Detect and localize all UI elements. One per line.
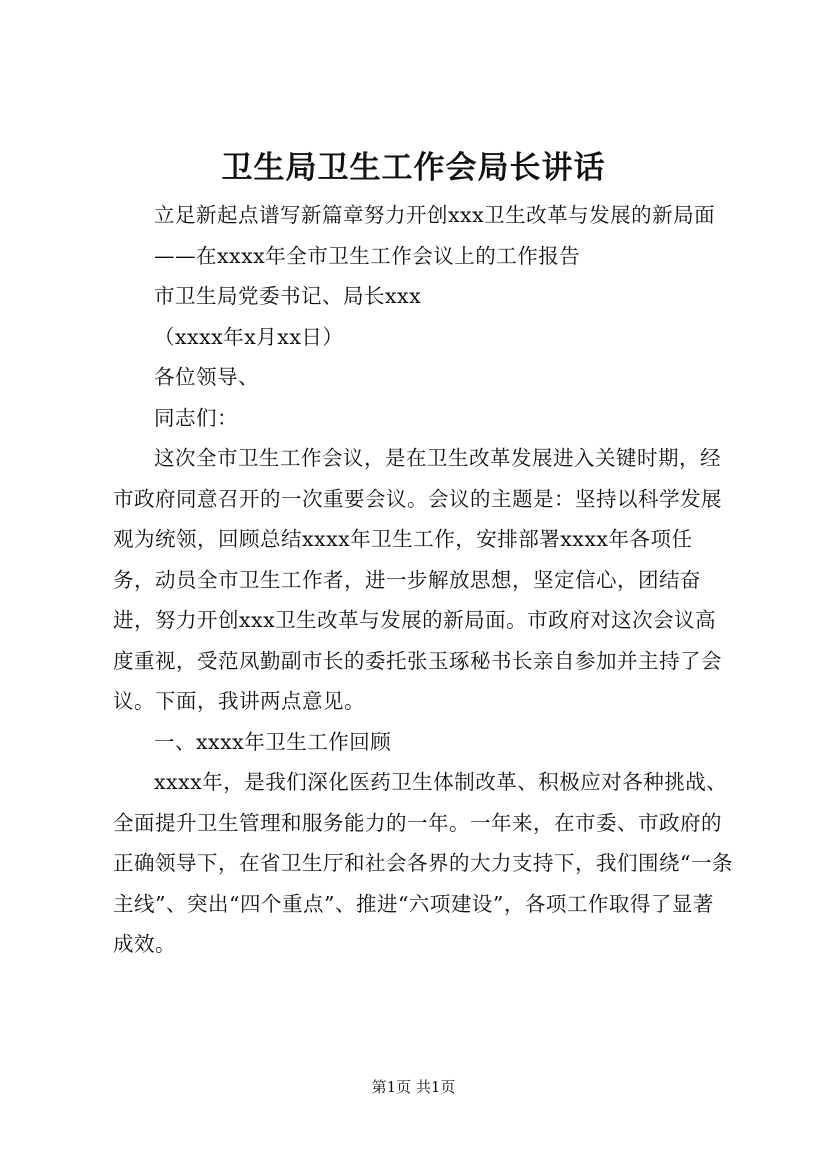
report-subheading: ——在xxxx年全市卫生工作会议上的工作报告: [154, 243, 581, 268]
salutation-leaders: 各位领导、: [154, 365, 259, 389]
document-title: 卫生局卫生工作会局长讲话: [221, 150, 606, 186]
date-line: （xxxx年x月xx日）: [154, 324, 344, 349]
body-paragraph: 这次全市卫生工作会议，是在卫生改革发展进入关键时期，经市政府同意召开的一次重要会议。会议的主题是：坚持以科学发展观为统领，回顾总结xxxx年卫生工作，安排部署xxxx年各项任务，动员全市卫生工作者，进一步解放思想，坚定信心，团结奋进，努力开创xxx卫生改革与发展的新局面。市政府对这次会议高度重视，受范凤勤副市长的委托张玉琢秘书长亲自参加并主持了会议。下面，我讲两点意见。: [113, 446, 722, 713]
section-heading: 一、xxxx年卫生工作回顾: [154, 729, 392, 754]
speaker-line: 市卫生局党委书记、局长xxx: [154, 284, 422, 308]
body-paragraph: xxxx年，是我们深化医药卫生体制改革、积极应对各种挑战、全面提升卫生管理和服务能力的一年。一年来，在市委、市政府的正确领导下，在省卫生厅和社会各界的大力支持下，我们围绕“一条主线”、突出“四个重点”、推进“六项建设”，各项工作取得了显著成效。: [113, 770, 733, 956]
salutation-comrades: 同志们：: [154, 405, 238, 430]
document-body: [113, 195, 733, 965]
page-number-footer: 第1页 共1页: [371, 1078, 456, 1096]
subtitle-paragraph: 立足新起点谱写新篇章努力开创xxx卫生改革与发展的新局面: [154, 203, 716, 227]
